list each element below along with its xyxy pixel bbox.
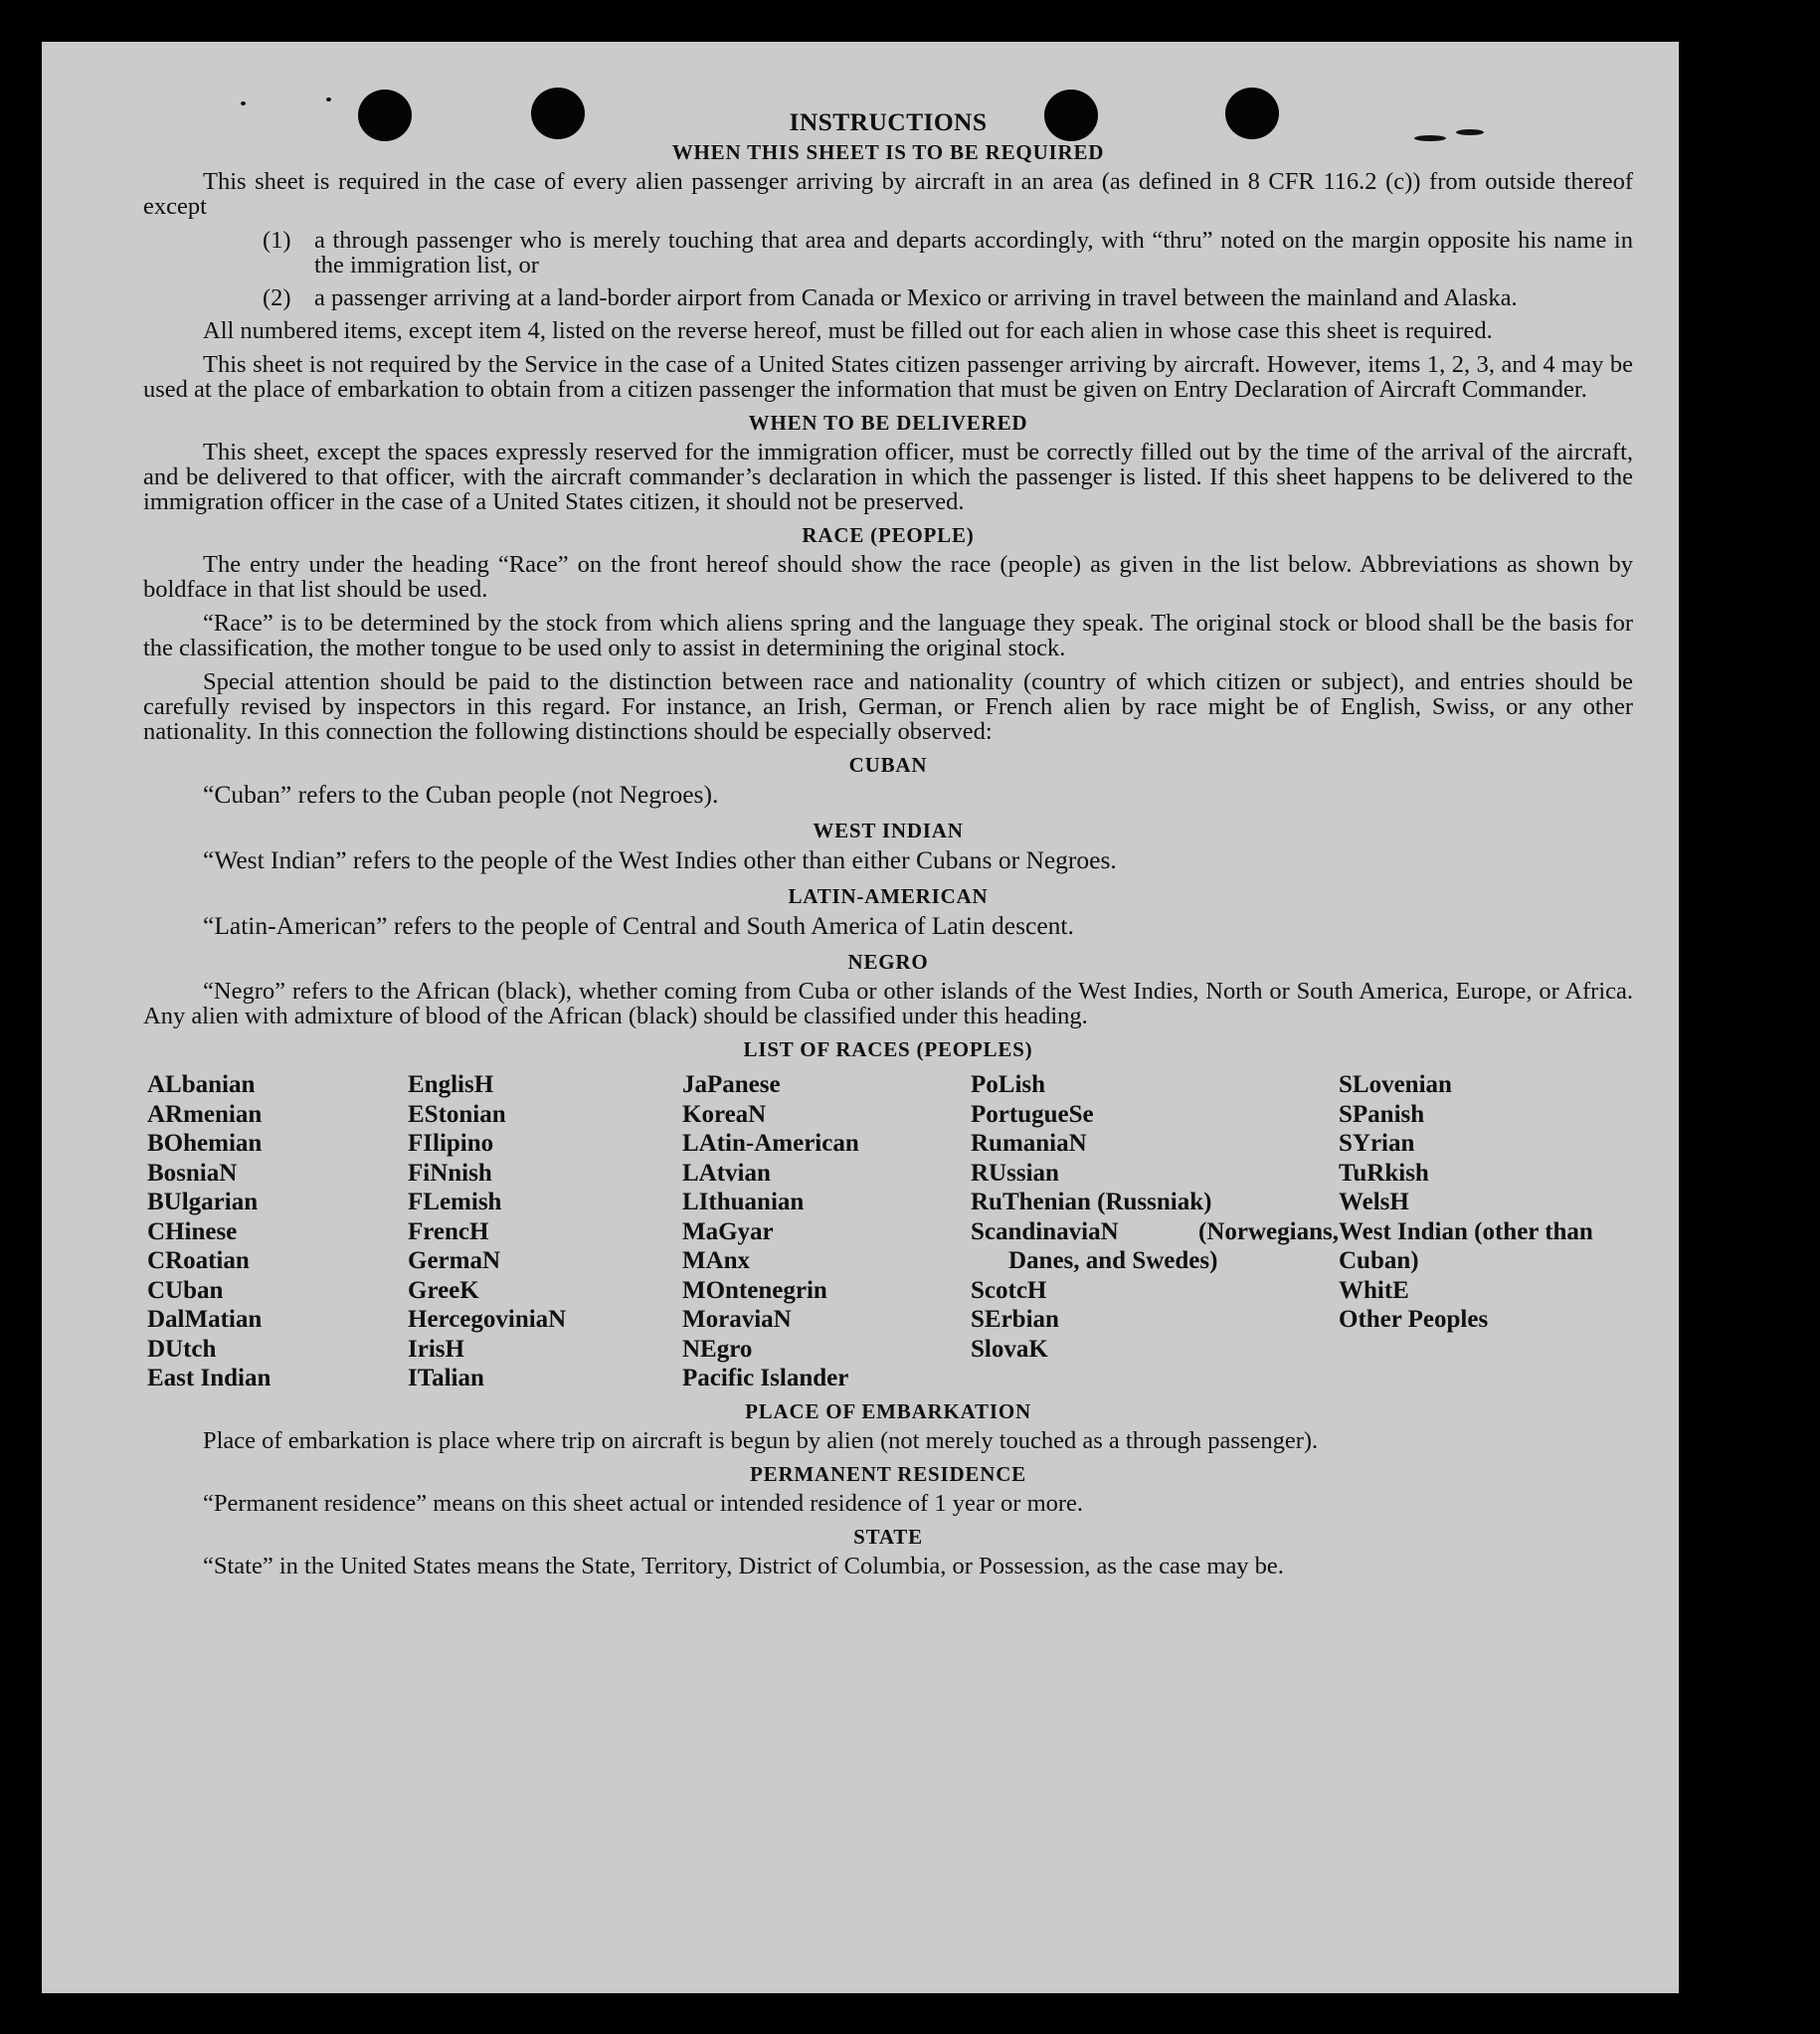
race-entry: ITalian bbox=[408, 1365, 484, 1391]
heading-when-delivered: WHEN TO BE DELIVERED bbox=[748, 411, 1028, 435]
race-entry: Pacific Islander bbox=[682, 1365, 849, 1391]
race-entry: GreeK bbox=[408, 1276, 479, 1304]
race-paragraph-3: Special attention should be paid to the distinction between race and nationality (country of which citizen or subject), and entries should be carefully revised by inspectors in this regard. For instance, an Irish, German, or French alien by race might be of English, Swiss, or any other nationality. In this connection the following distinctions should be especially observed: bbox=[143, 668, 1633, 745]
heading-permanent-residence: PERMANENT RESIDENCE bbox=[750, 1461, 1026, 1486]
heading-list-of-races: LIST OF RACES (PEOPLES) bbox=[743, 1037, 1033, 1061]
heading-when-required: WHEN THIS SHEET IS TO BE REQUIRED bbox=[671, 140, 1105, 164]
race-entry: RumaniaN bbox=[971, 1130, 1087, 1157]
race-entry: Other Peoples bbox=[1339, 1306, 1489, 1333]
race-paragraph-2: “Race” is to be determined by the stock from which aliens spring and the language they speak. The original stock or blood shall be the basis for the classification, the mother tongue to be used only to assist in determining the original stock. bbox=[143, 610, 1633, 661]
embarkation-text: Place of embarkation is place where trip on aircraft is begun by alien (not merely touched as a through passenger). bbox=[203, 1426, 1319, 1454]
race-entry: ScotcH bbox=[971, 1276, 1047, 1304]
race-entry: SLovenian bbox=[1339, 1071, 1452, 1098]
race-entry: JaPanese bbox=[682, 1071, 781, 1098]
race-entry: SYrian bbox=[1339, 1130, 1415, 1157]
document-body bbox=[143, 109, 1633, 1587]
negro-definition: “Negro” refers to the African (black), whether coming from Cuba or other islands of the West Indies, North or South America, Europe, or Africa. Any alien with admixture of blood of the African (black) should be classified under this heading. bbox=[143, 978, 1633, 1029]
race-entry: FiNnish bbox=[408, 1159, 492, 1187]
race-entry: DUtch bbox=[147, 1335, 217, 1363]
race-entry: MaGyar bbox=[682, 1217, 774, 1245]
exception-item bbox=[143, 285, 1633, 310]
race-column bbox=[1339, 1070, 1597, 1393]
race-paragraph-1: The entry under the heading “Race” on the front hereof should show the race (people) as given in the list below. Abbreviations as shown by boldface in that list should be used. bbox=[143, 551, 1633, 603]
race-entry: HercegoviniaN bbox=[408, 1306, 567, 1333]
citizen-paragraph: This sheet is not required by the Service in the case of a United States citizen passenger arriving by aircraft. However, items 1, 2, 3, and 4 may be used at the place of embarkation to obtain from a citizen passenger the information that must be given on Entry Declaration of Aircraft Commander. bbox=[143, 351, 1633, 403]
race-entry: EnglisH bbox=[408, 1071, 494, 1098]
heading-embarkation: PLACE OF EMBARKATION bbox=[745, 1398, 1031, 1423]
race-column bbox=[971, 1070, 1339, 1393]
exception-text: a passenger arriving at a land-border airport from Canada or Mexico or arriving in travel between the mainland and Alaska. bbox=[314, 284, 1518, 311]
exception-text: a through passenger who is merely touching that area and departs accordingly, with “thru” noted on the margin opposite his name in the immigration list, or bbox=[314, 227, 1633, 278]
state-text: “State” in the United States means the State, Territory, District of Columbia, or Possession, as the case may be. bbox=[203, 1552, 1284, 1579]
race-column bbox=[682, 1070, 971, 1393]
document-sheet bbox=[42, 42, 1679, 1993]
heading-state: STATE bbox=[853, 1524, 923, 1549]
race-entry: NEgro bbox=[682, 1335, 753, 1363]
heading-west-indian: WEST INDIAN bbox=[813, 819, 964, 842]
ink-speck bbox=[326, 97, 331, 101]
race-entry: MAnx bbox=[682, 1247, 751, 1274]
race-entry: ALbanian bbox=[147, 1071, 256, 1098]
race-entry: MoraviaN bbox=[682, 1306, 792, 1333]
race-entry: KoreaN bbox=[682, 1100, 767, 1128]
race-entry: MOntenegrin bbox=[682, 1276, 827, 1304]
race-column bbox=[408, 1070, 682, 1393]
when-required-intro: This sheet is required in the case of every alien passenger arriving by aircraft in an area (as defined in 8 CFR 116.2 (c)) from outside thereof except bbox=[143, 168, 1633, 220]
race-entry: IrisH bbox=[408, 1335, 464, 1363]
race-entry: PortugueSe bbox=[971, 1100, 1094, 1128]
race-entry: BOhemian bbox=[147, 1130, 263, 1157]
race-entry: BosniaN bbox=[147, 1159, 238, 1187]
race-entry: DalMatian bbox=[147, 1306, 263, 1333]
race-entry: WelsH bbox=[1339, 1189, 1409, 1215]
race-list bbox=[147, 1070, 1633, 1393]
race-entry: TuRkish bbox=[1339, 1159, 1429, 1187]
west-indian-definition: “West Indian” refers to the people of the West Indies other than either Cubans or Negroes. bbox=[203, 845, 1117, 874]
race-entry: West Indian (other than Cuban) bbox=[1339, 1217, 1593, 1274]
race-entry: RuThenian (Russniak) bbox=[971, 1189, 1212, 1215]
race-entry: LIthuanian bbox=[682, 1189, 805, 1215]
residence-text: “Permanent residence” means on this sheet actual or intended residence of 1 year or more. bbox=[203, 1489, 1084, 1517]
race-entry: ARmenian bbox=[147, 1100, 263, 1128]
exception-item bbox=[143, 228, 1633, 277]
cuban-definition: “Cuban” refers to the Cuban people (not Negroes). bbox=[203, 780, 719, 809]
race-entry: LAtin-American bbox=[682, 1130, 859, 1157]
race-entry: LAtvian bbox=[682, 1159, 771, 1187]
exception-number: (2) bbox=[263, 284, 291, 311]
ink-speck bbox=[241, 101, 246, 105]
heading-cuban: CUBAN bbox=[848, 753, 928, 777]
race-entry: BUlgarian bbox=[147, 1189, 259, 1215]
page-title: INSTRUCTIONS bbox=[789, 107, 988, 136]
when-delivered-text: This sheet, except the spaces expressly reserved for the immigration officer, must be correctly filled out by the time of the arrival of the aircraft, and be delivered to that officer, with the aircraft commander’s declaration in which the passenger is listed. If this sheet happens to be delivered to the immigration officer in the case of a United States citizen, it should not be preserved. bbox=[143, 439, 1633, 515]
exception-number: (1) bbox=[263, 227, 291, 254]
race-entry: CRoatian bbox=[147, 1247, 250, 1274]
latin-american-definition: “Latin-American” refers to the people of Central and South America of Latin descent. bbox=[203, 911, 1074, 940]
heading-race: RACE (PEOPLE) bbox=[802, 523, 975, 547]
race-entry: RUssian bbox=[971, 1159, 1059, 1187]
race-entry: FLemish bbox=[408, 1189, 502, 1215]
race-entry: EStonian bbox=[408, 1100, 506, 1128]
race-entry: FrencH bbox=[408, 1217, 489, 1245]
race-entry: WhitE bbox=[1339, 1276, 1409, 1304]
race-entry: FIlipino bbox=[408, 1130, 494, 1157]
race-column bbox=[147, 1070, 408, 1393]
race-entry: SPanish bbox=[1339, 1100, 1425, 1128]
heading-negro: NEGRO bbox=[847, 950, 929, 974]
race-entry: SlovaK bbox=[971, 1335, 1048, 1363]
race-entry: East Indian bbox=[147, 1365, 272, 1391]
numbered-items-paragraph: All numbered items, except item 4, listed on the reverse hereof, must be filled out for each alien in whose case this sheet is required. bbox=[203, 317, 1493, 344]
race-entry: GermaN bbox=[408, 1247, 501, 1274]
race-entry: CHinese bbox=[147, 1217, 238, 1245]
race-entry: ScandinaviaN (Norwegians, Danes, and Swedes) bbox=[971, 1217, 1339, 1274]
race-entry: CUban bbox=[147, 1276, 224, 1304]
race-entry: SErbian bbox=[971, 1306, 1059, 1333]
race-entry: PoLish bbox=[971, 1071, 1046, 1098]
heading-latin-american: LATIN-AMERICAN bbox=[788, 884, 989, 908]
